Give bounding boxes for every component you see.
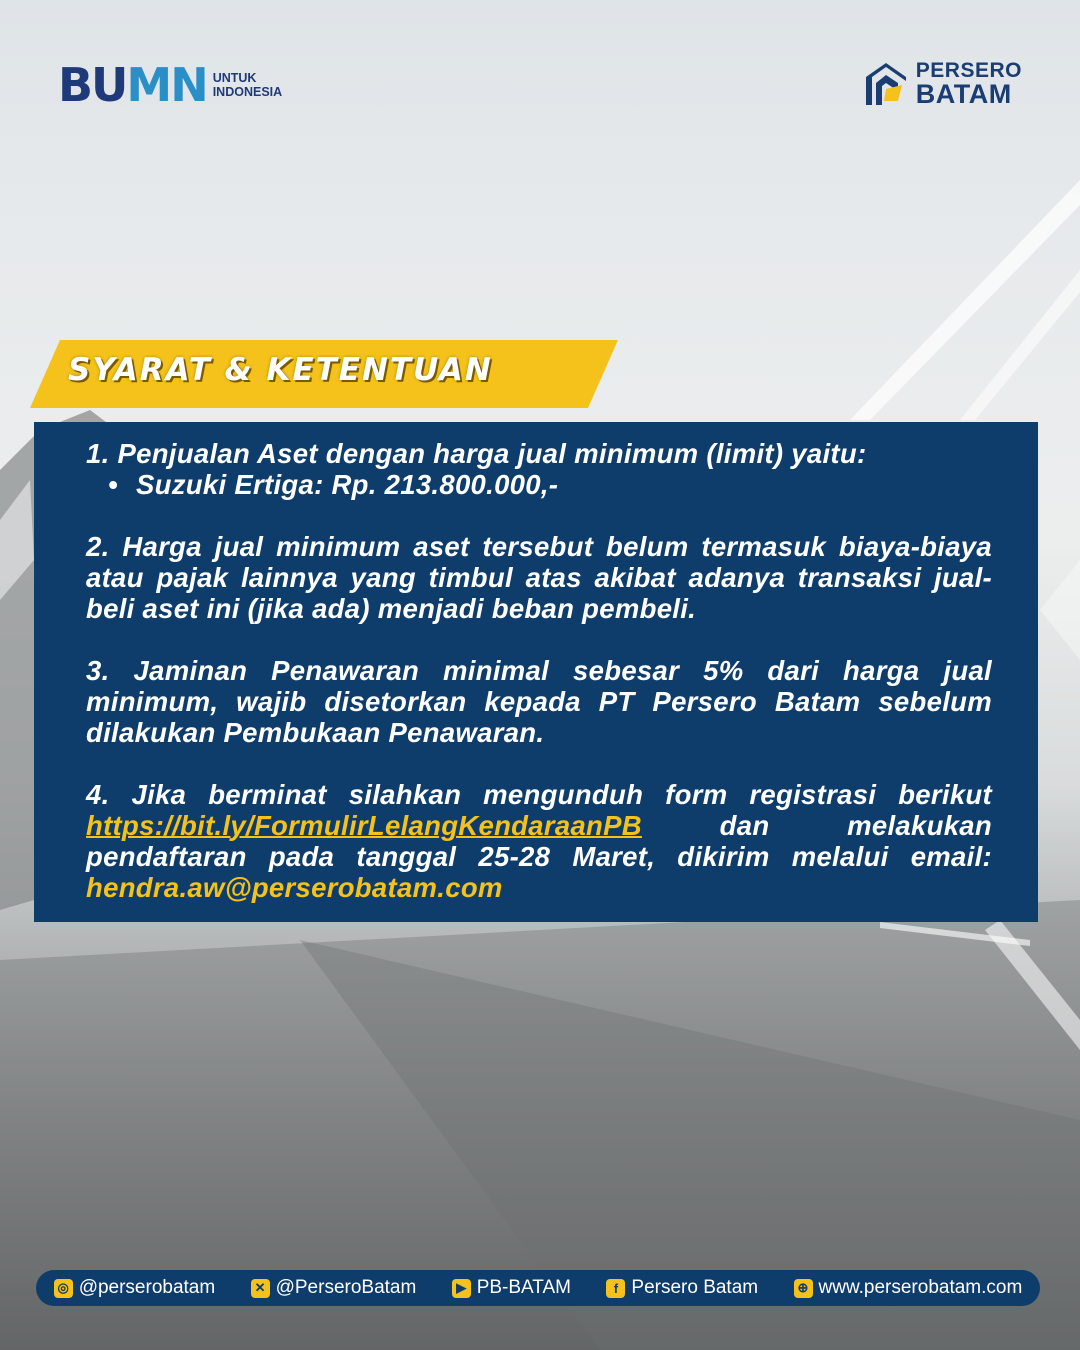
term-item-2: 2. Harga jual minimum aset tersebut belum termasuk biaya-biaya atau pajak lainnya yang timbul atas akibat adanya transaksi jual-beli aset ini (jika ada) menjadi beban pembeli. [86, 531, 992, 624]
page-title: SYARAT & KETENTUAN [68, 352, 493, 388]
terms-list [86, 438, 992, 903]
term-item-4: 4. Jika berminat silahkan mengunduh form registrasi berikut https://bit.ly/FormulirLelangKendaraanPB dan melakukan pendaftaran pada tanggal 25-28 Maret, dikirim melalui email: hendra.aw@perserobatam.com [86, 779, 992, 903]
youtube-icon: ▶ [452, 1279, 471, 1298]
bumn-logo [58, 58, 283, 112]
persero-batam-logo [862, 60, 1022, 108]
footer-website[interactable]: ⊕ www.perserobatam.com [794, 1277, 1023, 1299]
persero-batam-logo-text: PERSERO BATAM [915, 59, 1022, 109]
bumn-logo-tagline: UNTUK INDONESIA [212, 70, 283, 99]
bullet-icon: • [108, 469, 118, 500]
contact-email-link[interactable]: hendra.aw@perserobatam.com [86, 872, 503, 903]
persero-batam-logo-icon [862, 61, 908, 107]
footer-instagram[interactable]: ◎ @perserobatam [54, 1277, 216, 1299]
bumn-logo-mark: BUMN [58, 58, 207, 112]
footer-x[interactable]: ✕ @PerseroBatam [251, 1277, 417, 1299]
x-icon: ✕ [251, 1279, 270, 1298]
term-item-3: 3. Jaminan Penawaran minimal sebesar 5% dari harga jual minimum, wajib disetorkan kepada PT Persero Batam sebelum dilakukan Pembukaan Penawaran. [86, 655, 992, 748]
facebook-icon: f [606, 1279, 625, 1298]
term-item-1: 1. Penjualan Aset dengan harga jual minimum (limit) yaitu: [86, 438, 867, 469]
footer-youtube[interactable]: ▶ PB-BATAM [452, 1277, 571, 1299]
registration-form-link[interactable]: https://bit.ly/FormulirLelangKendaraanPB [86, 810, 642, 841]
globe-icon: ⊕ [794, 1279, 813, 1298]
term-item-1-bullet: • Suzuki Ertiga: Rp. 213.800.000,- [108, 469, 559, 500]
footer-facebook[interactable]: f Persero Batam [606, 1277, 758, 1299]
social-footer [36, 1270, 1040, 1306]
instagram-icon: ◎ [54, 1279, 73, 1298]
